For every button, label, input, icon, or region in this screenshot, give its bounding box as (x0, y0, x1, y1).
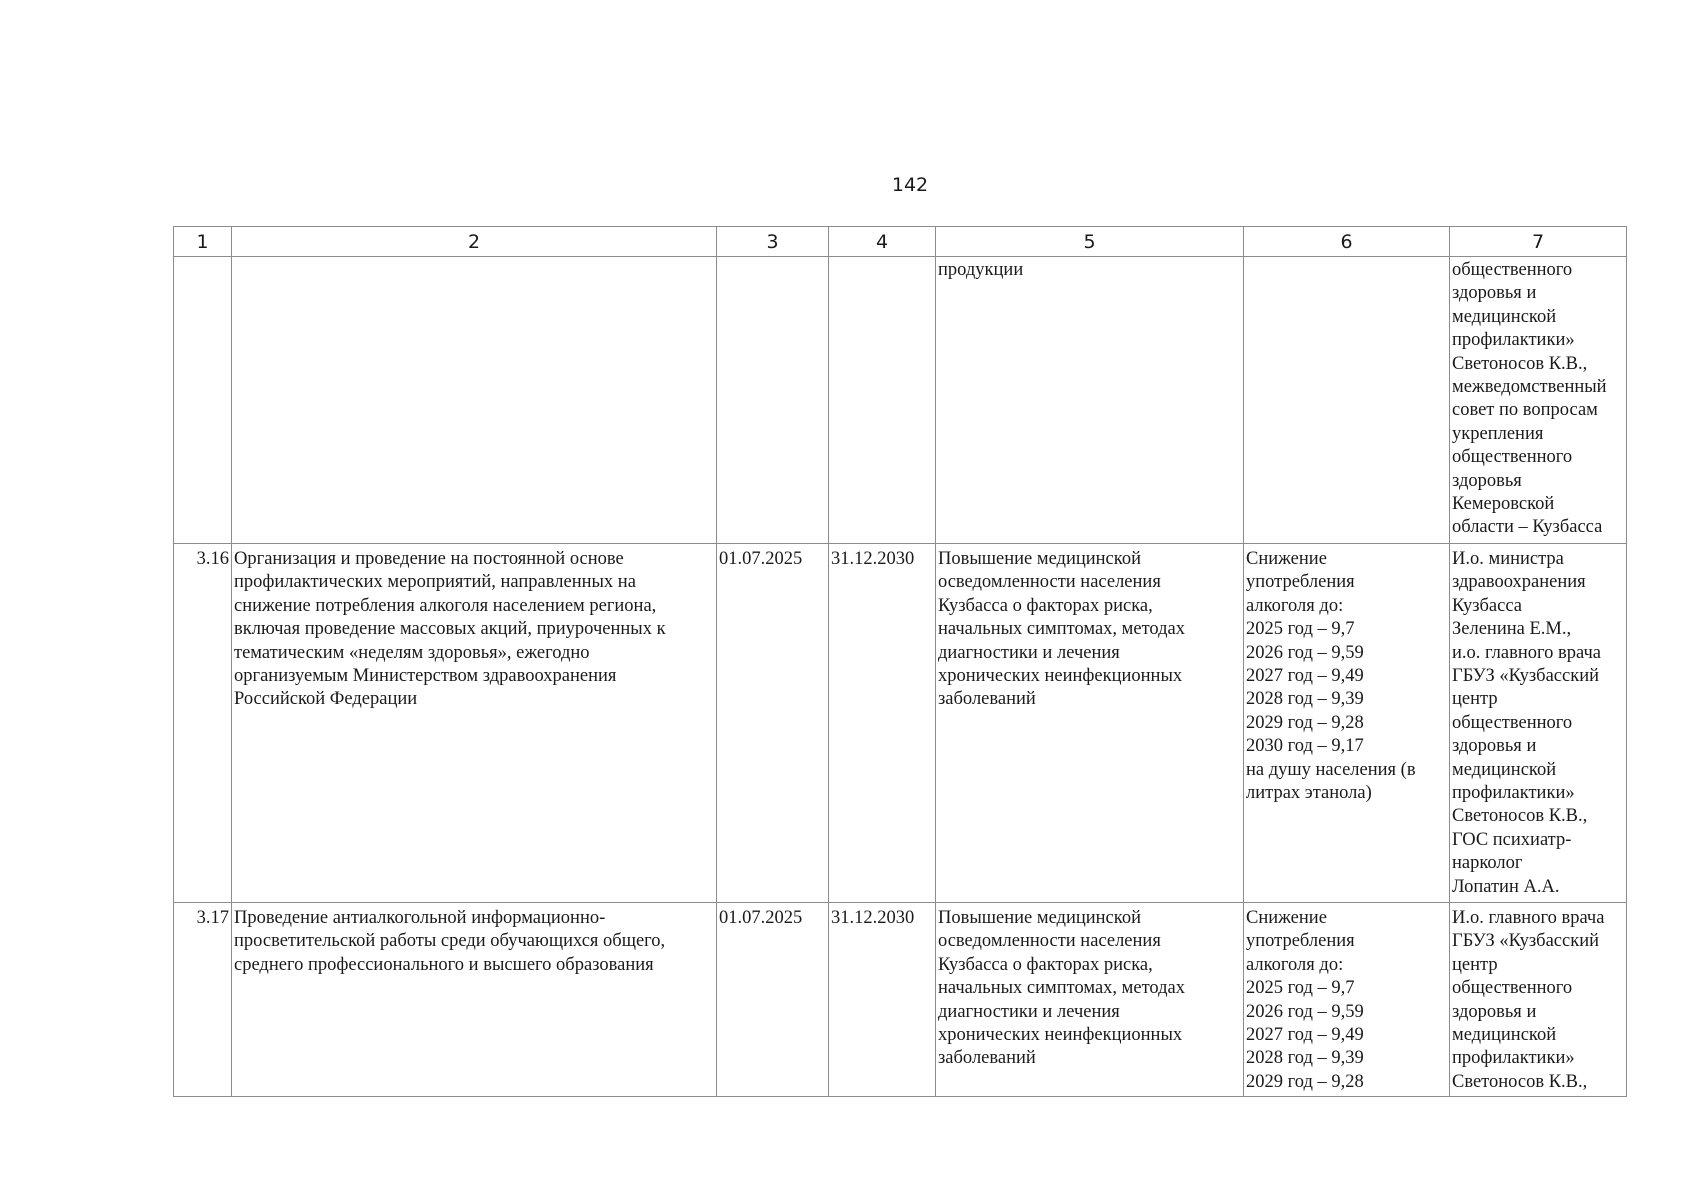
table-row (174, 903, 1627, 1097)
column-header: 3 (717, 227, 829, 257)
table-row (174, 257, 1627, 544)
page-number: 142 (891, 174, 929, 196)
end-date-cell: 31.12.2030 (829, 544, 936, 903)
column-header: 7 (1450, 227, 1627, 257)
event-cell: Организация и проведение на постоянной основе профилактических мероприятий, направленных на снижение потребления алкоголя населением региона, включая проведение массовых акций, приуроченных к тематическим «неделям здоровья», ежегодно организуемым Министерством здравоохранения Российской Федерации (232, 544, 717, 903)
row-number-cell: 3.16 (174, 544, 232, 903)
event-cell: Проведение антиалкогольной информационно- просветительской работы среди обучающихся общего, среднего профессионального и высшего образования (232, 903, 717, 1097)
column-header: 4 (829, 227, 936, 257)
indicator-cell (1244, 257, 1450, 544)
end-date-cell (829, 257, 936, 544)
result-cell: Повышение медицинской осведомленности населения Кузбасса о факторах риска, начальных симптомах, методах диагностики и лечения хронических неинфекционных заболеваний (936, 903, 1244, 1097)
row-number-cell: 3.17 (174, 903, 232, 1097)
responsible-cell: И.о. главного врача ГБУЗ «Кузбасский центр общественного здоровья и медицинской профилактики» Светоносов К.В., (1450, 903, 1627, 1097)
result-cell: Повышение медицинской осведомленности населения Кузбасса о факторах риска, начальных симптомах, методах диагностики и лечения хронических неинфекционных заболеваний (936, 544, 1244, 903)
responsible-cell: общественного здоровья и медицинской профилактики» Светоносов К.В., межведомственный совет по вопросам укрепления общественного здоровья Кемеровской области – Кузбасса (1450, 257, 1627, 544)
start-date-cell (717, 257, 829, 544)
start-date-cell: 01.07.2025 (717, 544, 829, 903)
end-date-cell: 31.12.2030 (829, 903, 936, 1097)
measures-table (173, 226, 1627, 1097)
column-header: 6 (1244, 227, 1450, 257)
start-date-cell: 01.07.2025 (717, 903, 829, 1097)
event-cell (232, 257, 717, 544)
table-row (174, 544, 1627, 903)
indicator-cell: Снижение употребления алкоголя до: 2025 год – 9,7 2026 год – 9,59 2027 год – 9,49 2028 год – 9,39 2029 год – 9,28 2030 год – 9,17 на душу населения (в литрах этанола) (1244, 544, 1450, 903)
column-header: 1 (174, 227, 232, 257)
row-number-cell (174, 257, 232, 544)
responsible-cell: И.о. министра здравоохранения Кузбасса Зеленина Е.М., и.о. главного врача ГБУЗ «Кузбасский центр общественного здоровья и медицинской профилактики» Светоносов К.В., ГОС психиатр- нарколог Лопатин А.А. (1450, 544, 1627, 903)
column-header: 5 (936, 227, 1244, 257)
indicator-cell: Снижение употребления алкоголя до: 2025 год – 9,7 2026 год – 9,59 2027 год – 9,49 2028 год – 9,39 2029 год – 9,28 (1244, 903, 1450, 1097)
column-header: 2 (232, 227, 717, 257)
table-header-row (174, 227, 1627, 257)
result-cell: продукции (936, 257, 1244, 544)
